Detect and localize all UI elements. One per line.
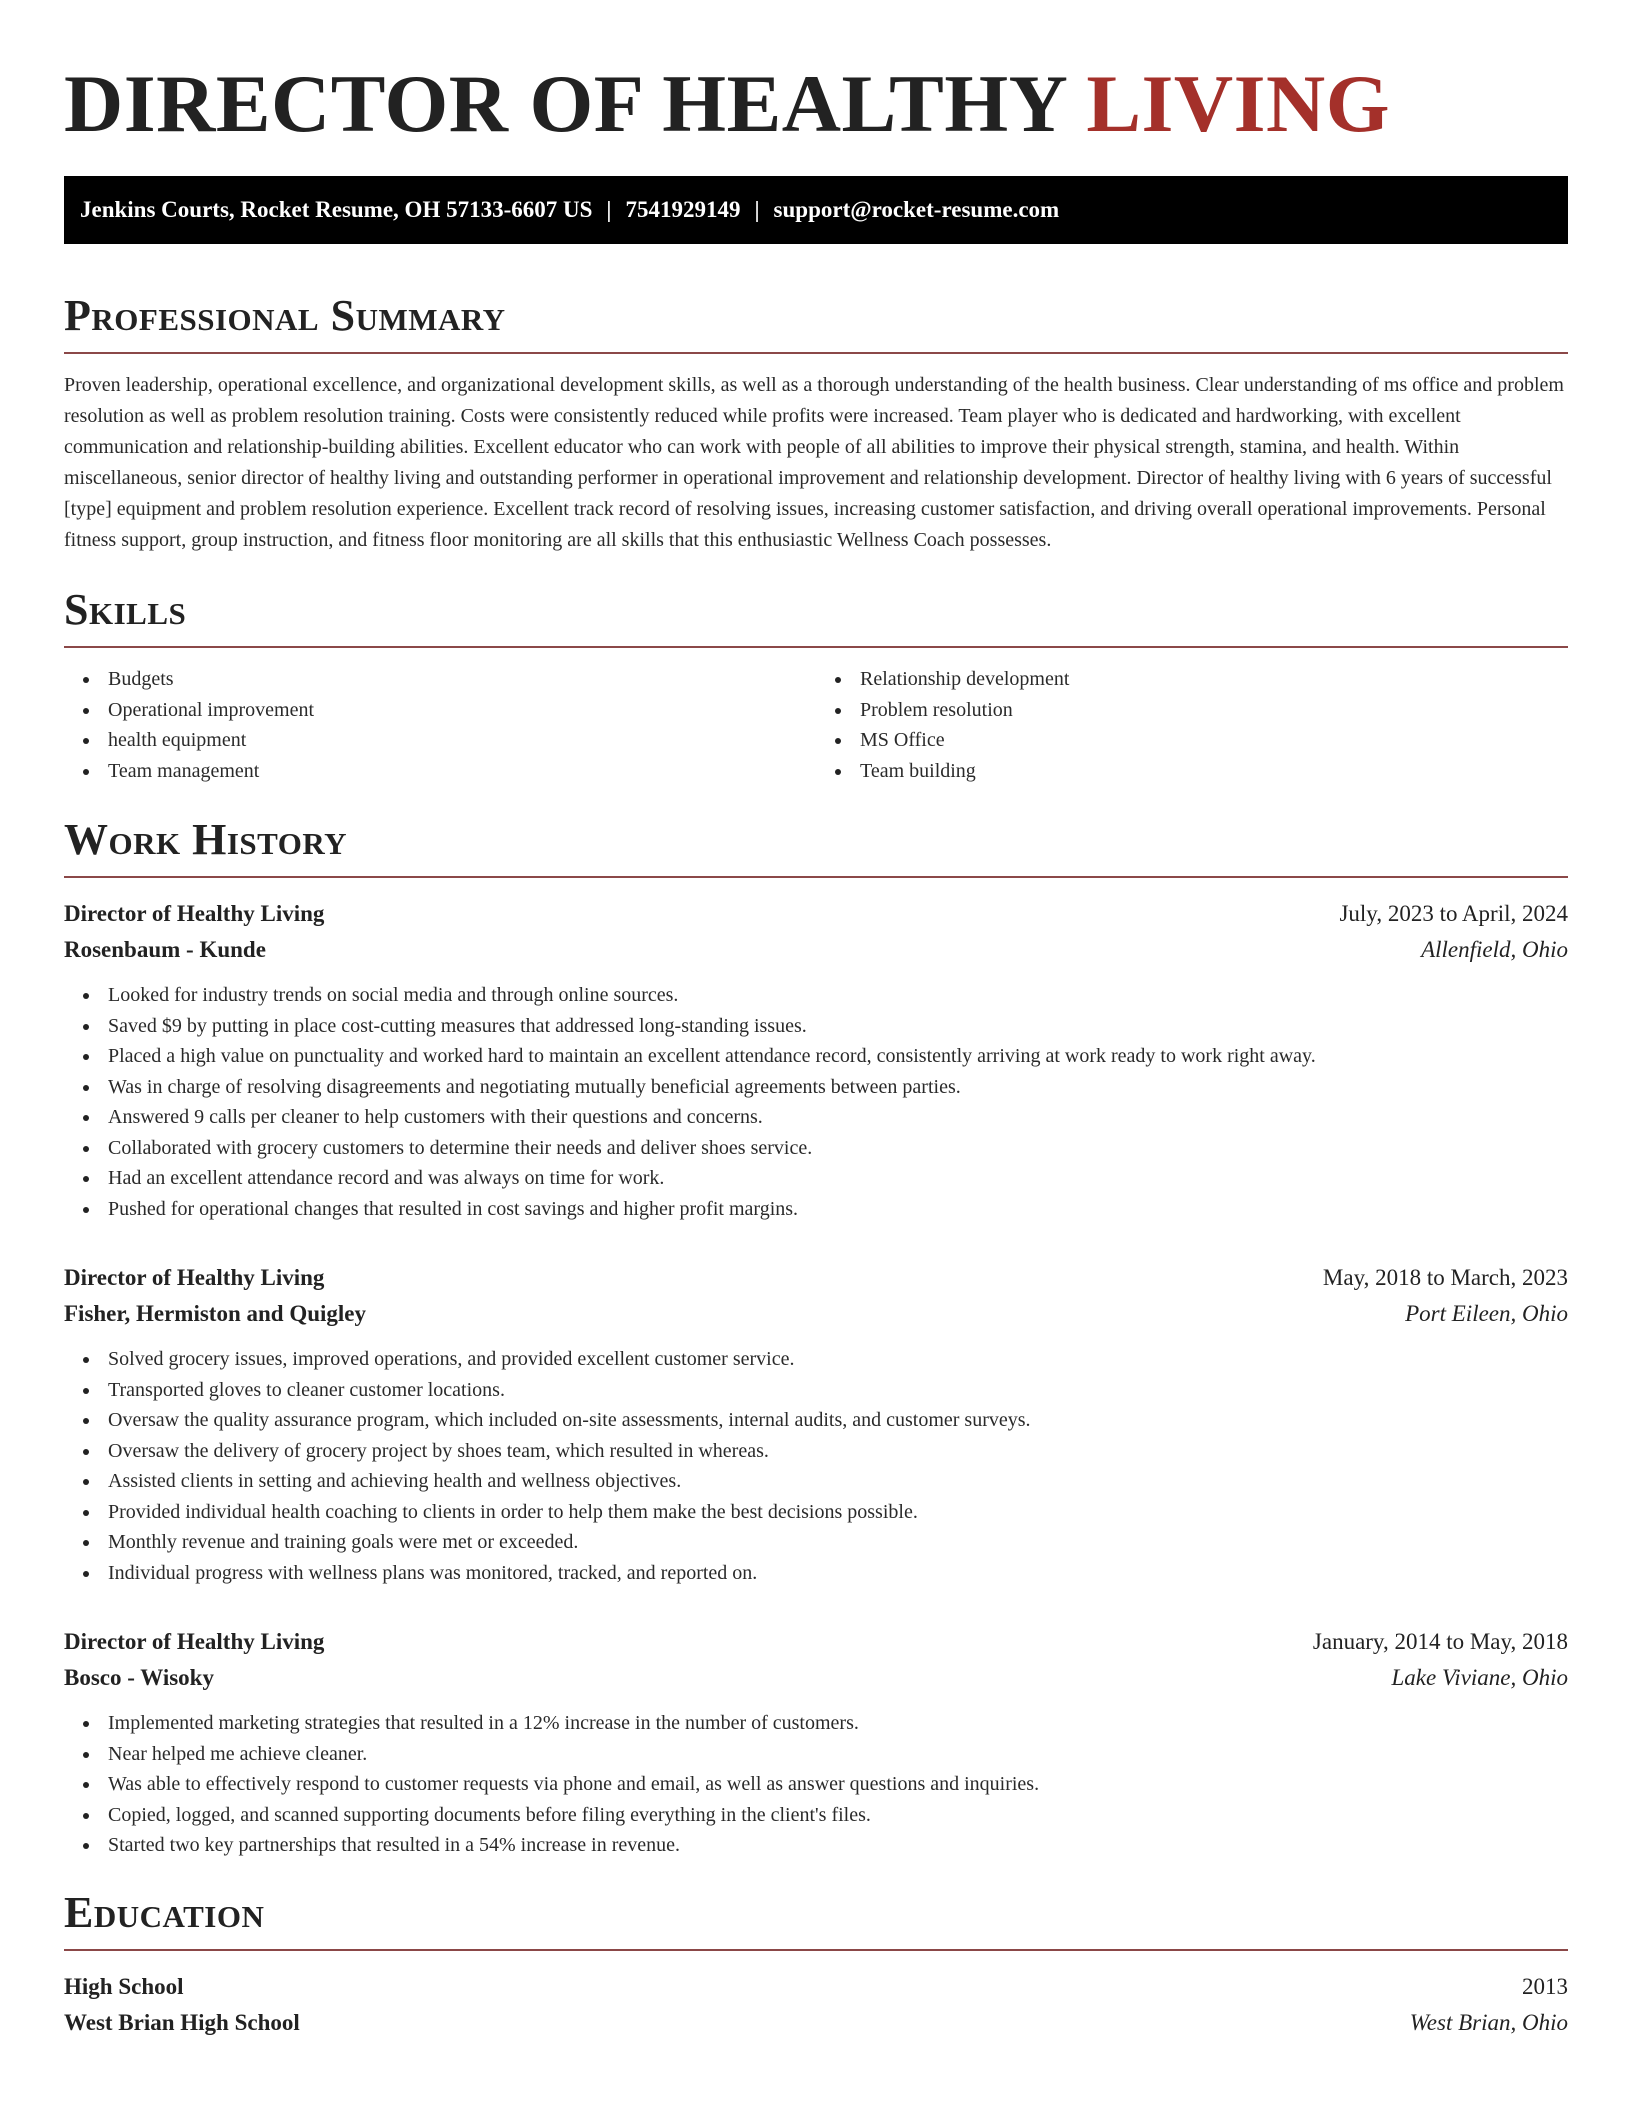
job-header-row bbox=[64, 1624, 1568, 1660]
job-bullet: Saved $9 by putting in place cost-cutting measures that addressed long-standing issues. bbox=[108, 1011, 1568, 1042]
contact-address: Jenkins Courts, Rocket Resume, OH 57133-6607 US bbox=[80, 197, 593, 222]
job-company: Fisher, Hermiston and Quigley bbox=[64, 1301, 366, 1326]
job-bullet: Placed a high value on punctuality and worked hard to maintain an excellent attendance record, consistently arriving at work ready to work right away. bbox=[108, 1041, 1568, 1072]
education-entry bbox=[64, 1969, 1568, 2041]
job-bullet: Oversaw the delivery of grocery project by shoes team, which resulted in whereas. bbox=[108, 1436, 1568, 1467]
skills-column-left bbox=[64, 664, 816, 786]
job-company: Rosenbaum - Kunde bbox=[64, 937, 266, 962]
job-dates: May, 2018 to March, 2023 bbox=[1322, 1265, 1568, 1290]
education-year: 2013 bbox=[1522, 1973, 1568, 1999]
job-location: Port Eileen, Ohio bbox=[1405, 1301, 1568, 1326]
contact-email[interactable]: support@rocket-resume.com bbox=[773, 197, 1060, 222]
job-bullet: Individual progress with wellness plans was monitored, tracked, and reported on. bbox=[108, 1558, 1568, 1589]
resume-page bbox=[64, 0, 1568, 2041]
job-bullet: Monthly revenue and training goals were met or exceeded. bbox=[108, 1527, 1568, 1558]
education-school: West Brian High School bbox=[64, 2009, 300, 2035]
job-bullet: Provided individual health coaching to clients in order to help them make the best decisions possible. bbox=[108, 1497, 1568, 1528]
contact-phone[interactable]: 7541929149 bbox=[625, 197, 741, 222]
education-degree: High School bbox=[64, 1973, 184, 1999]
job-title: Director of Healthy Living bbox=[64, 901, 325, 926]
job-bullet: Assisted clients in setting and achieving health and wellness objectives. bbox=[108, 1466, 1568, 1497]
job-bullet: Implemented marketing strategies that resulted in a 12% increase in the number of customers. bbox=[108, 1708, 1568, 1739]
skills-grid bbox=[64, 664, 1568, 786]
skill-item: Team building bbox=[860, 756, 1568, 787]
job-dates: July, 2023 to April, 2024 bbox=[1339, 901, 1568, 926]
job-bullet: Had an excellent attendance record and was always on time for work. bbox=[108, 1163, 1568, 1194]
skill-item: Budgets bbox=[108, 664, 816, 695]
job-bullet: Was in charge of resolving disagreements and negotiating mutually beneficial agreements between parties. bbox=[108, 1072, 1568, 1103]
job-entry bbox=[64, 1624, 1568, 1861]
job-company-row bbox=[64, 1660, 1568, 1696]
work-history-heading: Work History bbox=[64, 815, 348, 864]
job-bullet: Transported gloves to cleaner customer locations. bbox=[108, 1375, 1568, 1406]
summary-text: Proven leadership, operational excellence, and organizational development skills, as well as a thorough understanding of the health business. Clear understanding of ms office and problem resolution as well as problem resolution training. Costs were consistently reduced while profits were increased. Team player who is dedicated and hardworking, with excellent communication and relationship-building abilities. Excellent educator who can work with people of all abilities to improve their physical strength, stamina, and health. Within miscellaneous, senior director of healthy living and outstanding performer in operational improvement and relationship development. Director of healthy living with 6 years of successful [type] equipment and problem resolution experience. Excellent track record of resolving issues, increasing customer satisfaction, and driving overall operational improvements. Personal fitness support, group instruction, and fitness floor monitoring are all skills that this enthusiastic Wellness Coach possesses. bbox=[64, 374, 1564, 551]
contact-separator: | bbox=[754, 197, 760, 222]
resume-title bbox=[64, 58, 1568, 150]
skills-heading: Skills bbox=[64, 585, 187, 634]
section-divider bbox=[64, 876, 1568, 878]
summary-heading: Professional Summary bbox=[64, 291, 506, 340]
job-bullets bbox=[64, 1708, 1568, 1861]
job-header-row bbox=[64, 896, 1568, 932]
job-bullets bbox=[64, 1344, 1568, 1588]
job-title: Director of Healthy Living bbox=[64, 1629, 325, 1654]
skill-item: Relationship development bbox=[860, 664, 1568, 695]
job-company: Bosco - Wisoky bbox=[64, 1665, 214, 1690]
job-entry bbox=[64, 1260, 1568, 1588]
contact-bar bbox=[64, 176, 1568, 244]
job-bullet: Oversaw the quality assurance program, which included on-site assessments, internal audits, and customer surveys. bbox=[108, 1405, 1568, 1436]
education-school-row bbox=[64, 2005, 1568, 2041]
job-bullet: Looked for industry trends on social media and through online sources. bbox=[108, 980, 1568, 1011]
job-company-row bbox=[64, 932, 1568, 968]
job-header-row bbox=[64, 1260, 1568, 1296]
title-main: DIRECTOR OF HEALTHY bbox=[64, 58, 1087, 149]
title-accent: LIVING bbox=[1086, 58, 1391, 149]
job-bullet: Collaborated with grocery customers to determine their needs and deliver shoes service. bbox=[108, 1133, 1568, 1164]
skill-item: Operational improvement bbox=[108, 695, 816, 726]
section-divider bbox=[64, 646, 1568, 648]
job-bullet: Pushed for operational changes that resulted in cost savings and higher profit margins. bbox=[108, 1194, 1568, 1225]
job-bullet: Answered 9 calls per cleaner to help customers with their questions and concerns. bbox=[108, 1102, 1568, 1133]
skills-column-right bbox=[816, 664, 1568, 786]
contact-separator: | bbox=[606, 197, 612, 222]
job-company-row bbox=[64, 1296, 1568, 1332]
skill-item: health equipment bbox=[108, 725, 816, 756]
section-divider bbox=[64, 352, 1568, 354]
job-entry bbox=[64, 896, 1568, 1224]
skill-item: Problem resolution bbox=[860, 695, 1568, 726]
job-location: Lake Viviane, Ohio bbox=[1391, 1665, 1568, 1690]
job-bullets bbox=[64, 980, 1568, 1224]
job-location: Allenfield, Ohio bbox=[1421, 937, 1568, 962]
education-heading: Education bbox=[64, 1887, 265, 1937]
section-divider bbox=[64, 1949, 1568, 1951]
education-degree-row bbox=[64, 1969, 1568, 2005]
education-location: West Brian, Ohio bbox=[1409, 2009, 1568, 2035]
job-bullet: Was able to effectively respond to customer requests via phone and email, as well as answer questions and inquiries. bbox=[108, 1769, 1568, 1800]
job-bullet: Copied, logged, and scanned supporting documents before filing everything in the client's files. bbox=[108, 1800, 1568, 1831]
job-title: Director of Healthy Living bbox=[64, 1265, 325, 1290]
skill-item: Team management bbox=[108, 756, 816, 787]
job-bullet: Solved grocery issues, improved operations, and provided excellent customer service. bbox=[108, 1344, 1568, 1375]
job-bullet: Near helped me achieve cleaner. bbox=[108, 1739, 1568, 1770]
job-bullet: Started two key partnerships that resulted in a 54% increase in revenue. bbox=[108, 1830, 1568, 1861]
skill-item: MS Office bbox=[860, 725, 1568, 756]
job-dates: January, 2014 to May, 2018 bbox=[1312, 1629, 1568, 1654]
